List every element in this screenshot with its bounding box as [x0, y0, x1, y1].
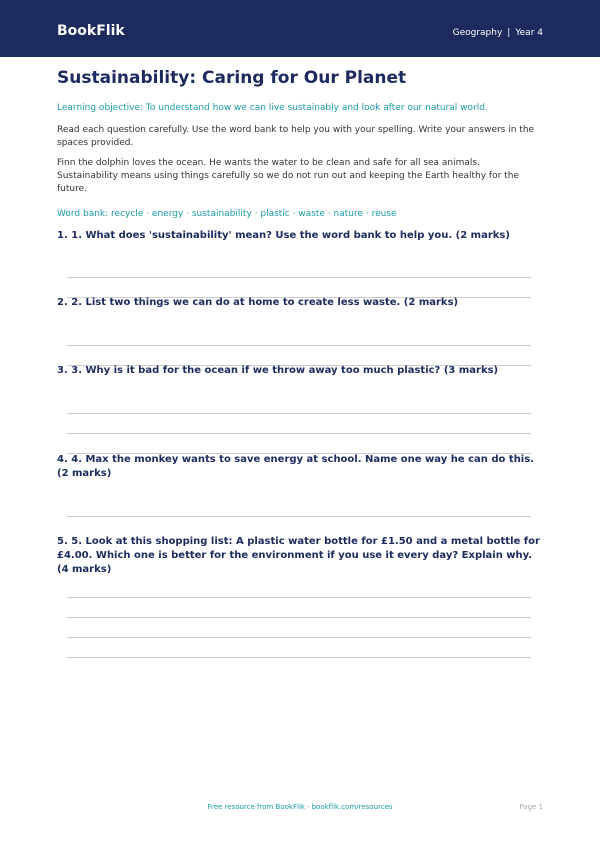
year-label: Year 4	[515, 28, 543, 38]
question-5: 5. 5. Look at this shopping list: A plastic water bottle for £1.50 and a metal bottle for £4.00. Which one is better for the environment if you use it every day? Explain why. (4 marks)	[57, 536, 540, 575]
answer-line[interactable]	[67, 617, 531, 618]
word-bank: Word bank: recycle · energy · sustainability · plastic · waste · nature · reuse	[57, 209, 397, 219]
answer-line[interactable]	[67, 516, 531, 517]
question-2: 2. 2. List two things we can do at home to create less waste. (2 marks)	[57, 297, 459, 308]
footer-credit: Free resource from BookFlik · bookflik.com/resources	[207, 803, 393, 811]
header-bar	[0, 0, 600, 57]
answer-line[interactable]	[67, 413, 531, 414]
answer-line[interactable]	[67, 433, 531, 434]
subject-year	[453, 27, 543, 39]
subject-label: Geography	[452, 28, 503, 38]
answer-line[interactable]	[67, 597, 531, 598]
answer-line[interactable]	[67, 637, 531, 638]
page-number: Page 1	[519, 803, 543, 811]
answer-line[interactable]	[67, 453, 531, 454]
brand-logo: BookFlik	[57, 23, 125, 39]
page-footer	[0, 802, 600, 816]
instructions: Read each question carefully. Use the word bank to help you with your spelling. Write your answers in the spaces provided.	[57, 125, 535, 148]
question-4: 4. 4. Max the monkey wants to save energy at school. Name one way he can do this. (2 marks)	[57, 454, 534, 479]
answer-line[interactable]	[67, 657, 531, 658]
answer-line[interactable]	[67, 345, 531, 346]
answer-line[interactable]	[67, 277, 531, 278]
question-3: 3. 3. Why is it bad for the ocean if we throw away too much plastic? (3 marks)	[57, 365, 499, 376]
page-title: Sustainability: Caring for Our Planet	[57, 68, 407, 88]
worksheet-intro	[57, 62, 543, 220]
meta-separator: |	[507, 28, 511, 38]
learning-objective: Learning objective: To understand how we can live sustainably and look after our natural world.	[57, 103, 488, 113]
intro-text: Finn the dolphin loves the ocean. He wants the water to be clean and safe for all sea animals. Sustainability means using things carefully so we do not run out and keeping the Earth healthy for the future.	[57, 158, 519, 194]
question-1: 1. 1. What does 'sustainability' mean? Use the word bank to help you. (2 marks)	[57, 230, 510, 241]
